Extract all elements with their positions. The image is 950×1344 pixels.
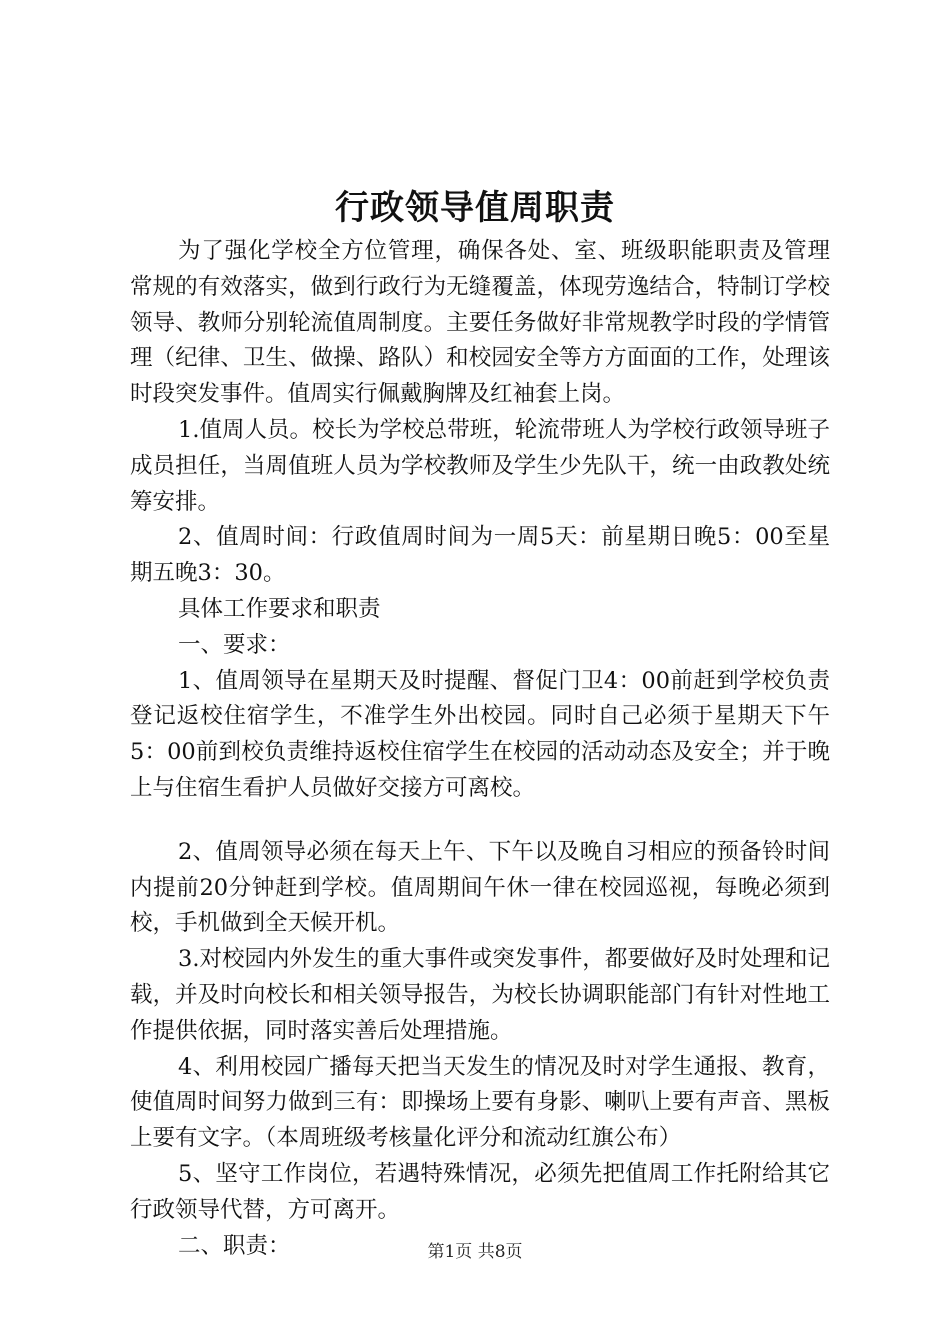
paragraph-duty-staff: 1.值周人员。校长为学校总带班，轮流带班人为学校行政领导班子成员担任，当周值班人员为学校教师及学生少先队干，统一由政教处统筹安排。 (130, 416, 830, 515)
requirement-item-3: 3.对校园内外发生的重大事件或突发事件，都要做好及时处理和记载，并及时向校长和相关领导报告，为校长协调职能部门有针对性地工作提供依据，同时落实善后处理措施。 (130, 946, 830, 1044)
paragraph-intro: 为了强化学校全方位管理，确保各处、室、班级职能职责及管理常规的有效落实，做到行政行为无缝覆盖，体现劳逸结合，特制订学校领导、教师分别轮流值周制度。主要任务做好非常规教学时段的学情管理（纪律、卫生、做操、路队）和校园安全等方方面面的工作，处理该时段突发事件。值周实行佩戴胸牌及红袖套上岗。 (130, 238, 830, 408)
section-heading-duties: 二、职责： (178, 1232, 291, 1259)
document-body (130, 234, 830, 1264)
requirement-item-4: 4、利用校园广播每天把当天发生的情况及时对学生通报、教育，使值周时间努力做到三有：即操场上要有身影、喇叭上要有声音、黑板上要有文字。（本周班级考核量化评分和流动红旗公布） (130, 1053, 830, 1152)
requirement-item-1: 1、值周领导在星期天及时提醒、督促门卫4：00前赶到学校负责登记返校住宿学生，不准学生外出校园。同时自己必须于星期天下午5：00前到校负责维持返校住宿学生在校园的活动动态及安全；并于晚上与住宿生看护人员做好交接方可离校。 (130, 667, 830, 801)
document-title: 行政领导值周职责 (335, 188, 615, 228)
section-heading-requirements-and-duties: 具体工作要求和职责 (178, 595, 381, 622)
page-number-footer: 第1页 共8页 (427, 1242, 523, 1262)
requirement-item-2: 2、值周领导必须在每天上午、下午以及晚自习相应的预备铃时间内提前20分钟赶到学校。值周期间午休一律在校园巡视，每晚必须到校，手机做到全天候开机。 (130, 838, 830, 937)
requirement-item-5: 5、坚守工作岗位，若遇特殊情况，必须先把值周工作托附给其它行政领导代替，方可离开。 (130, 1160, 830, 1223)
section-heading-requirements: 一、要求： (178, 631, 291, 658)
paragraph-duty-time: 2、值周时间：行政值周时间为一周5天：前星期日晚5：00至星期五晚3：30。 (130, 524, 830, 587)
